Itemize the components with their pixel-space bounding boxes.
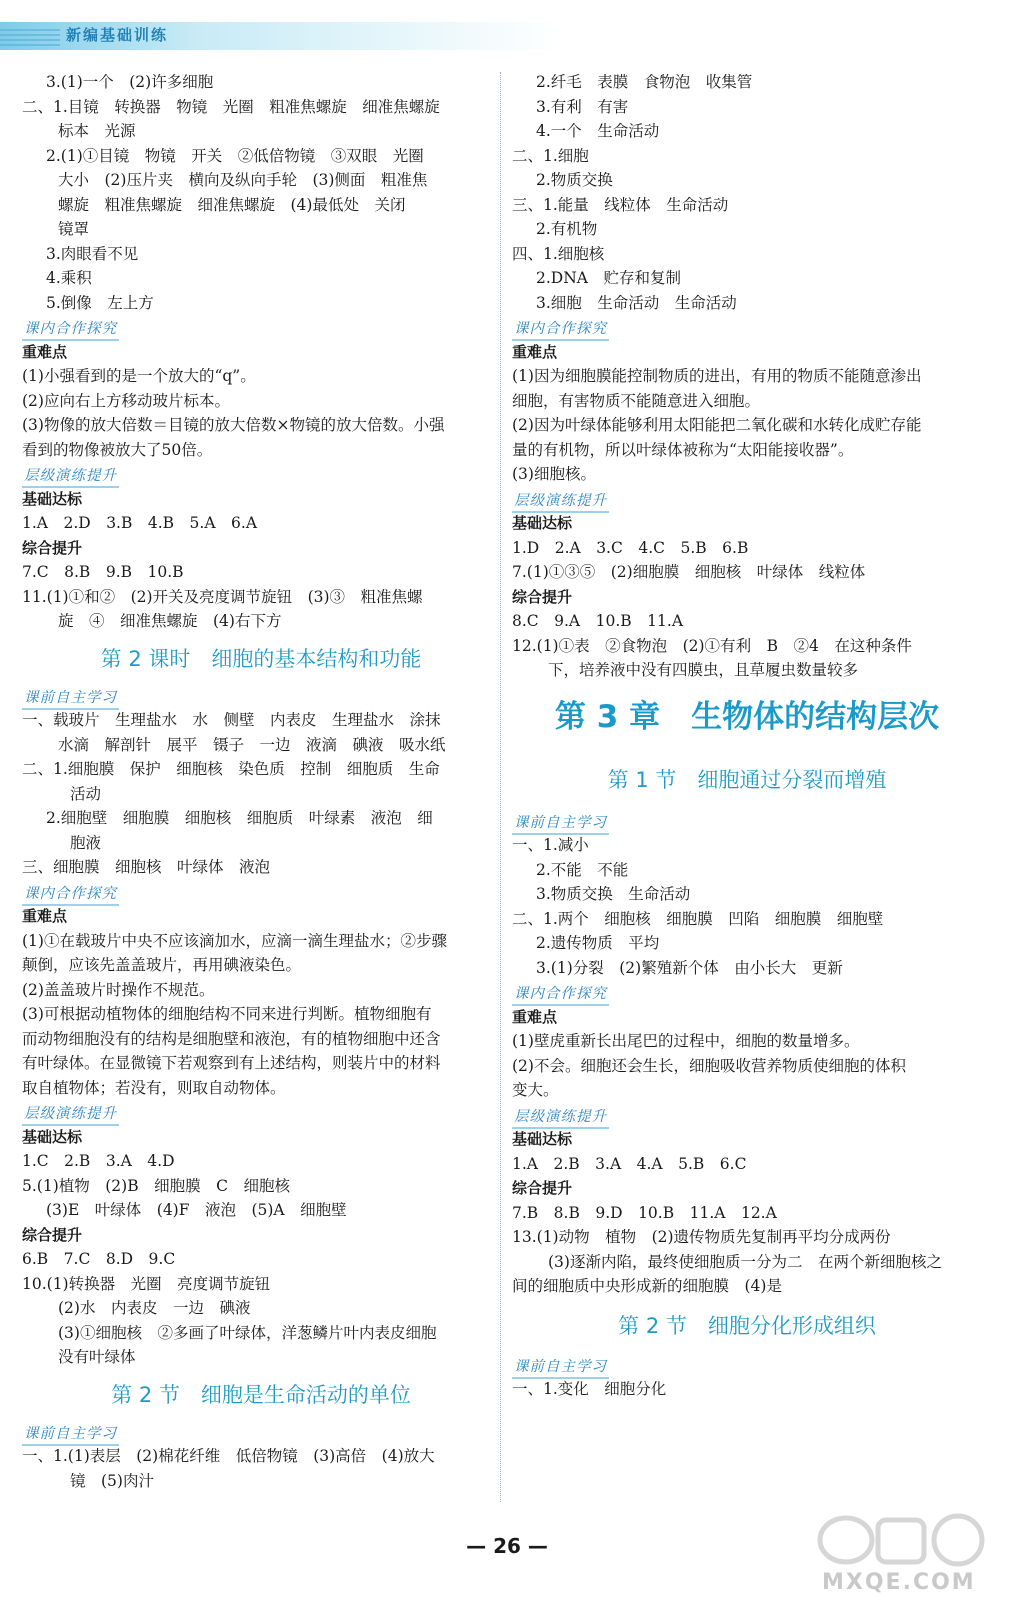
section-tag <box>22 684 500 709</box>
section-heading: 第 2 节 细胞分化形成组织 <box>618 1313 876 1338</box>
section-heading: 第 2 节 细胞是生命活动的单位 <box>111 1382 411 1407</box>
section-tag-label: 层级演练提升 <box>22 466 119 488</box>
answer-line: (2)应向右上方移动玻片标本。 <box>22 391 230 410</box>
answer-line: (3)物像的放大倍数＝目镜的放大倍数×物镜的放大倍数。小强 <box>22 416 445 434</box>
section-tag <box>512 809 982 834</box>
answer-line: 2.有机物 <box>536 220 598 238</box>
answer-line: (1)小强看到的是一个放大的“q”。 <box>22 367 256 385</box>
answer-line: 看到的物像被放大了50倍。 <box>22 440 213 459</box>
answer-line: 螺旋 粗准焦螺旋 细准焦螺旋 (4)最低处 关闭 <box>58 195 406 214</box>
answer-line: 2.物质交换 <box>536 171 613 189</box>
answer-line: 量的有机物，所以叶绿体被称为“太阳能接收器”。 <box>512 440 854 459</box>
answer-line: (1)因为细胞膜能控制物质的进出，有用的物质不能随意渗出 <box>512 367 922 385</box>
section-tag <box>512 980 982 1005</box>
answer-line: 镜罩 <box>58 220 90 238</box>
section-tag <box>512 1103 982 1128</box>
answer-line: 3.(1)分裂 (2)繁殖新个体 由小长大 更新 <box>536 958 843 977</box>
section-tag <box>22 1420 500 1445</box>
answer-line: 二、1.两个 细胞核 细胞膜 凹陷 细胞膜 细胞壁 <box>512 909 884 928</box>
section-heading: 第 2 课时 细胞的基本结构和功能 <box>100 646 422 671</box>
answer-line: 大小 (2)压片夹 横向及纵向手轮 (3)侧面 粗准焦 <box>58 171 428 189</box>
subheading: 重难点 <box>22 342 68 361</box>
answer-line: (3)逐渐内陷，最终使细胞质一分为二 在两个新细胞核之 <box>548 1252 942 1271</box>
answer-line: 1.A 2.B 3.A 4.A 5.B 6.C <box>512 1154 747 1173</box>
answer-line: 胞液 <box>70 833 102 852</box>
answer-line: 5.(1)植物 (2)B 细胞膜 C 细胞核 <box>22 1176 290 1195</box>
subheading: 重难点 <box>512 1007 558 1026</box>
answer-line: 7.C 8.B 9.B 10.B <box>22 563 184 581</box>
answer-line: 三、细胞膜 细胞核 叶绿体 液泡 <box>22 858 271 876</box>
chapter-heading: 第 3 章 生物体的结构层次 <box>554 698 940 735</box>
answer-line: 2.细胞壁 细胞膜 细胞核 细胞质 叶绿素 液泡 细 <box>46 809 433 827</box>
answer-line: 变大。 <box>512 1081 559 1099</box>
answer-line: 二、1.细胞 <box>512 146 589 165</box>
section-tag <box>512 487 982 512</box>
answer-line: 2.不能 不能 <box>536 860 629 879</box>
answer-line: 一、1.(1)表层 (2)棉花纤维 低倍物镜 (3)高倍 (4)放大 <box>22 1447 435 1465</box>
section-tag-label: 课内合作探究 <box>22 319 119 341</box>
answer-line: 4.乘积 <box>46 269 92 287</box>
subheading: 基础达标 <box>512 514 573 532</box>
subheading: 基础达标 <box>512 1130 573 1148</box>
answer-line: 水滴 解剖针 展平 镊子 一边 液滴 碘液 吸水纸 <box>58 735 446 754</box>
page-number: — 26 — <box>466 1534 548 1558</box>
answer-line: (3)①细胞核 ②多画了叶绿体，洋葱鳞片叶内表皮细胞 <box>58 1323 437 1342</box>
answer-line: 一、1.减小 <box>512 836 589 854</box>
section-tag-label: 课前自主学习 <box>512 1357 609 1379</box>
answer-line: 三、1.能量 线粒体 生命活动 <box>512 195 729 214</box>
section-tag-label: 层级演练提升 <box>22 1104 119 1126</box>
column-divider <box>500 72 501 1502</box>
answer-line: (2)因为叶绿体能够利用太阳能把二氧化碳和水转化成贮存能 <box>512 416 922 434</box>
answer-line: 一、载玻片 生理盐水 水 侧壁 内表皮 生理盐水 涂抹 <box>22 711 441 729</box>
answer-line: 镜 (5)肉汁 <box>70 1471 154 1490</box>
answer-line: 3.(1)一个 (2)许多细胞 <box>46 73 214 91</box>
answer-line: 3.细胞 生命活动 生命活动 <box>536 293 737 312</box>
left-column <box>22 70 500 1493</box>
answer-line: 2.纤毛 表膜 食物泡 收集管 <box>536 73 753 91</box>
answer-line: 1.D 2.A 3.C 4.C 5.B 6.B <box>512 538 749 557</box>
answer-line: (1)①在载玻片中央不应该滴加水，应滴一滴生理盐水；②步骤 <box>22 931 447 950</box>
answer-line: 颠倒，应该先盖盖玻片，再用碘液染色。 <box>22 956 302 974</box>
answer-line: 11.(1)①和② (2)开关及亮度调节旋钮 (3)③ 粗准焦螺 <box>22 587 423 606</box>
subheading: 基础达标 <box>22 1127 83 1146</box>
answer-line: 7.B 8.B 9.D 10.B 11.A 12.A <box>512 1203 777 1222</box>
watermark-text: MXQE.COM <box>822 1570 976 1595</box>
section-tag <box>22 462 500 487</box>
section-tag <box>22 1100 500 1125</box>
section-tag-label: 课内合作探究 <box>22 884 119 906</box>
answer-line: 一、1.变化 细胞分化 <box>512 1380 667 1398</box>
answer-line: 6.B 7.C 8.D 9.C <box>22 1250 176 1268</box>
answer-line: 旋 ④ 细准焦螺旋 (4)右下方 <box>58 612 282 630</box>
answer-line: 取自植物体；若没有，则取自动物体。 <box>22 1078 286 1097</box>
answer-line: 1.C 2.B 3.A 4.D <box>22 1152 175 1170</box>
answer-line: (1)壁虎重新长出尾巴的过程中，细胞的数量增多。 <box>512 1032 860 1050</box>
subheading: 重难点 <box>512 342 558 361</box>
section-tag-label: 课内合作探究 <box>512 319 609 341</box>
subheading: 综合提升 <box>22 1225 83 1244</box>
answer-line: 活动 <box>70 784 102 803</box>
answer-line: 标本 光源 <box>58 122 136 140</box>
header-title: 新编基础训练 <box>66 26 169 44</box>
answer-line: 2.DNA 贮存和复制 <box>536 269 681 287</box>
answer-line: 7.(1)①③⑤ (2)细胞膜 细胞核 叶绿体 线粒体 <box>512 563 866 581</box>
answer-line: 二、1.细胞膜 保护 细胞核 染色质 控制 细胞质 生命 <box>22 760 440 778</box>
answer-line: 5.倒像 左上方 <box>46 293 154 312</box>
answer-line: 而动物细胞没有的结构是细胞壁和液泡，有的植物细胞中还含 <box>22 1029 441 1048</box>
answer-line: (2)水 内表皮 一边 碘液 <box>58 1299 251 1317</box>
subheading: 综合提升 <box>22 538 83 557</box>
answer-line: 3.物质交换 生命活动 <box>536 885 691 903</box>
answer-line: 间的细胞质中央形成新的细胞膜 (4)是 <box>512 1277 782 1295</box>
answer-line: (3)可根据动植物体的细胞结构不同来进行判断。植物细胞有 <box>22 1005 432 1023</box>
answer-line: (3)E 叶绿体 (4)F 液泡 (5)A 细胞壁 <box>46 1201 347 1219</box>
answer-line: 12.(1)①表 ②食物泡 (2)①有利 B ②4 在这种条件 <box>512 636 912 655</box>
subheading: 重难点 <box>22 907 68 925</box>
answer-line: 8.C 9.A 10.B 11.A <box>512 612 684 630</box>
right-column <box>512 70 982 1402</box>
answer-line: (3)细胞核。 <box>512 465 596 483</box>
section-tag-label: 课前自主学习 <box>22 1424 119 1446</box>
answer-line: 有叶绿体。在显微镜下若观察到有上述结构，则装片中的材料 <box>22 1054 441 1072</box>
answer-line: (2)盖盖玻片时操作不规范。 <box>22 980 215 999</box>
section-tag-label: 课前自主学习 <box>512 813 609 835</box>
subheading: 基础达标 <box>22 489 83 508</box>
answer-line: 2.(1)①目镜 物镜 开关 ②低倍物镜 ③双眼 光圈 <box>46 146 424 165</box>
answer-line: 4.一个 生命活动 <box>536 122 660 140</box>
answer-line: 下，培养液中没有四膜虫，且草履虫数量较多 <box>548 661 859 679</box>
answer-line: 13.(1)动物 植物 (2)遗传物质先复制再平均分成两份 <box>512 1228 891 1246</box>
section-tag-label: 层级演练提升 <box>512 491 609 513</box>
answer-line: 1.A 2.D 3.B 4.B 5.A 6.A <box>22 514 258 532</box>
answer-line: 10.(1)转换器 光圈 亮度调节旋钮 <box>22 1274 271 1293</box>
section-tag <box>22 315 500 340</box>
answer-line: 细胞，有害物质不能随意进入细胞。 <box>512 391 761 410</box>
answer-line: 3.肉眼看不见 <box>46 244 139 263</box>
answer-line: 3.有利 有害 <box>536 97 629 116</box>
answer-line: (2)不会。细胞还会生长，细胞吸收营养物质使细胞的体积 <box>512 1056 906 1075</box>
section-tag-label: 课内合作探究 <box>512 984 609 1006</box>
section-tag-label: 层级演练提升 <box>512 1107 609 1129</box>
section-heading: 第 1 节 细胞通过分裂而增殖 <box>607 767 887 792</box>
section-tag <box>512 1353 982 1378</box>
answer-line: 四、1.细胞核 <box>512 244 605 263</box>
section-tag <box>22 880 500 905</box>
section-tag-label: 课前自主学习 <box>22 688 119 710</box>
subheading: 综合提升 <box>512 1179 573 1197</box>
answer-line: 没有叶绿体 <box>58 1348 136 1366</box>
answer-line: 2.遗传物质 平均 <box>536 934 660 952</box>
answer-line: 二、1.目镜 转换器 物镜 光圈 粗准焦螺旋 细准焦螺旋 <box>22 97 440 116</box>
subheading: 综合提升 <box>512 587 573 606</box>
section-tag <box>512 315 982 340</box>
